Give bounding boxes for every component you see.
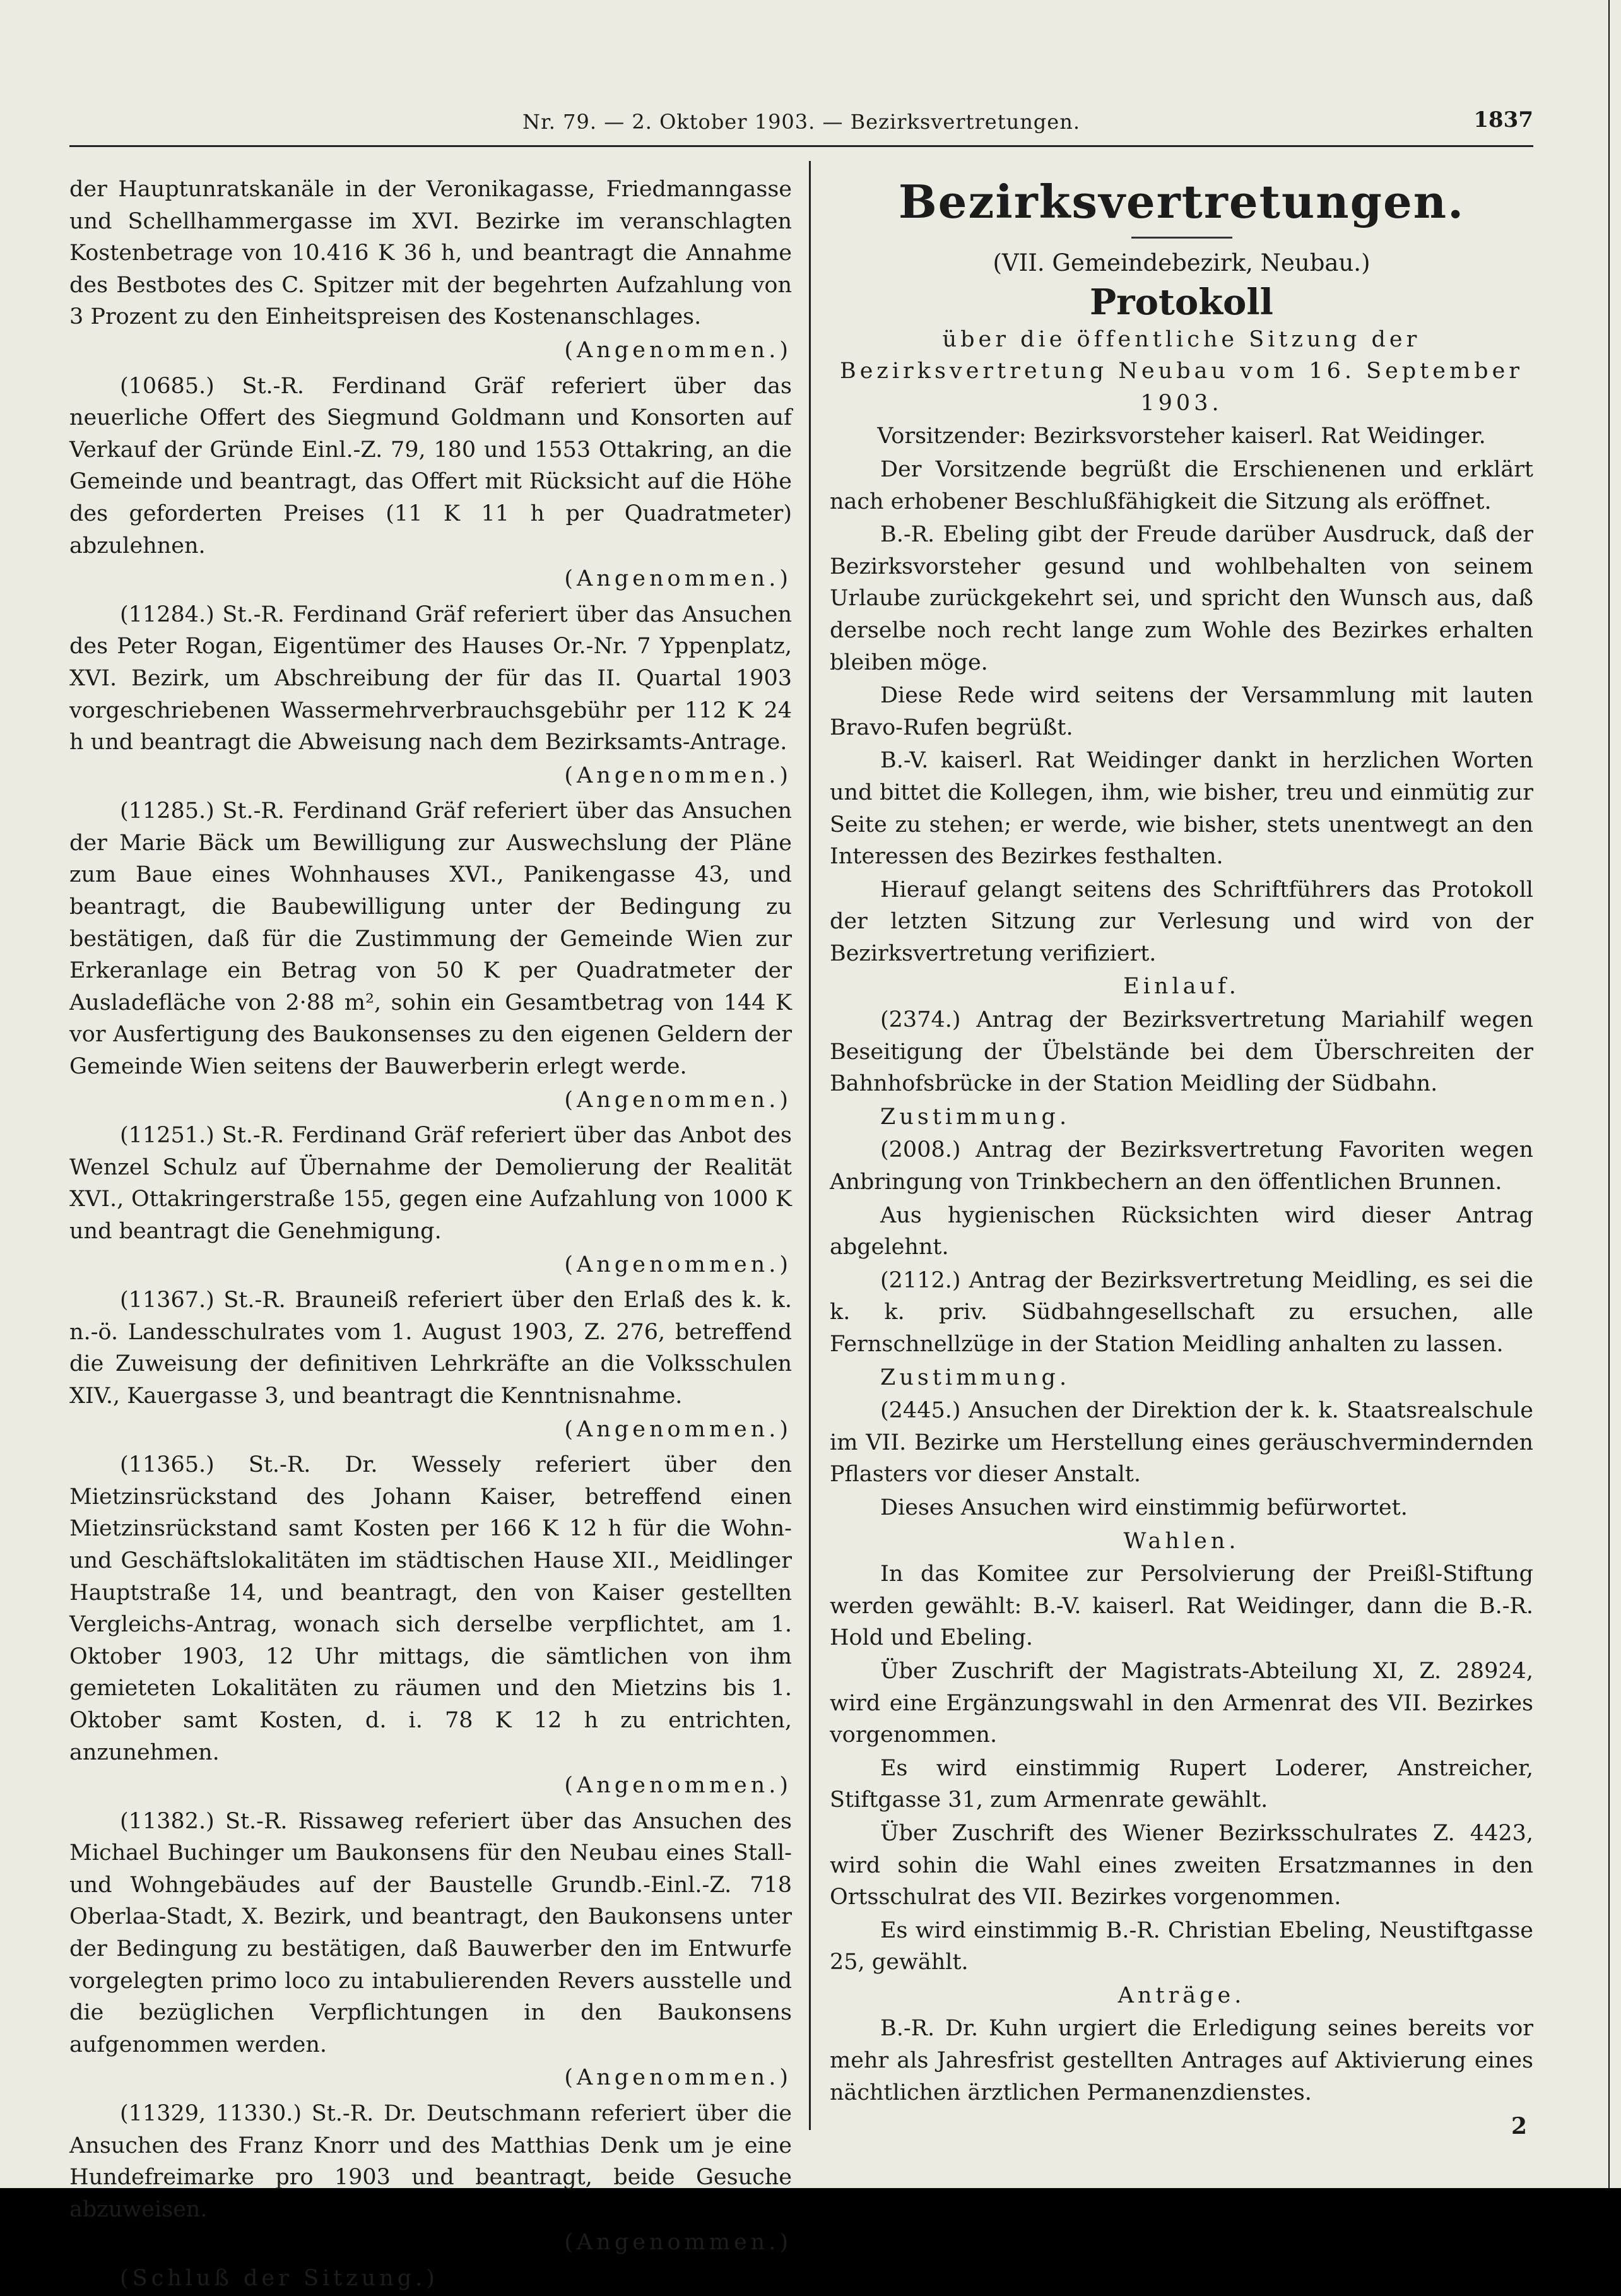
left-column [69, 174, 792, 2296]
status-note: (Angenommen.) [564, 2065, 792, 2091]
session-intro: über die öffentliche Sitzung der Bezirksvertretung Neubau vom 16. September 1903. [839, 326, 1524, 416]
divider [1131, 237, 1232, 239]
resolution: Zustimmung. [880, 1104, 1071, 1130]
status-note: (Angenommen.) [564, 762, 792, 788]
resolution: Zustimmung. [880, 1364, 1071, 1390]
paragraph: (2445.) Ansuchen der Direktion der k. k. Staatsrealschule im VII. Bezirke um Herstellung eines geräuschvermindernden Pflasters vor dieser Anstalt. [830, 1398, 1533, 1488]
header-issue: Nr. 79. — 2. Oktober 1903. — Bezirksvertretungen. [522, 110, 1080, 134]
right-column [830, 174, 1533, 2110]
status-note: (Angenommen.) [564, 2230, 792, 2256]
paragraph: (11285.) St.-R. Ferdinand Gräf referiert über das Ansuchen der Marie Bäck um Bewilligung zur Auswechslung der Pläne zum Baue eines Wohnhauses XVI., Panikengasse 43, und beantragt, die Baubewilligung unter der Bedingung zu bestätigen, daß für die Zustimmung der Gemeinde Wien zur Erkeranlage ein Betrag von 50 K per Quadratmeter der Ausladefläche von 2·88 m², sohin ein Gesamtbetrag von 144 K vor Ausfertigung des Baukonsenses zu den eigenen Geldern der Gemeinde Wien seitens der Bauwerberin erlegt werde. [69, 798, 792, 1080]
subheading-wahlen: Wahlen. [1123, 1528, 1240, 1554]
paragraph: Es wird einstimmig Rupert Loderer, Anstreicher, Stiftgasse 31, zum Armenrate gewählt. [830, 1755, 1533, 1813]
closing-note: (Schluß der Sitzung.) [120, 2266, 439, 2291]
paragraph: (2374.) Antrag der Bezirksvertretung Mariahilf wegen Beseitigung der Übelstände bei dem Überschreiten der Bahnhofsbrücke in der Station Meidling der Südbahn. [830, 1007, 1533, 1097]
paragraph: (11365.) St.-R. Dr. Wessely referiert über den Mietzinsrückstand des Johann Kaiser, betreffend einen Mietzinsrückstand samt Kosten per 166 K 12 h für die Wohn- und Geschäftslokalitäten im städtischen Hause XII., Meidlinger Hauptstraße 14, und beantragt, den von Kaiser gestellten Vergleichs-Antrag, wonach sich derselbe verpflichtet, am 1. Oktober 1903, 12 Uhr mittags, die sämtlichen von ihm gemieteten Lokalitäten zu räumen und den Mietzins bis 1. Oktober samt Kosten, d. i. 78 K 12 h zu entrichten, anzunehmen. [69, 1452, 792, 1765]
paragraph: B.-V. kaiserl. Rat Weidinger dankt in herzlichen Worten und bittet die Kollegen, ihm, wie bisher, treu und einmütig zur Seite zu stehen; er werde, wie bisher, stets unentwegt an den Interessen des Bezirkes festhalten. [830, 748, 1533, 870]
running-header [69, 95, 1533, 147]
protocol-heading: Protokoll [1090, 281, 1273, 323]
paragraph: (11382.) St.-R. Rissaweg referiert über das Ansuchen des Michael Buchinger um Baukonsens für den Neubau eines Stall- und Wohngebäudes auf der Baustelle Grundb.-Einl.-Z. 718 Oberlaa-Stadt, X. Bezirk, und beantragt, den Baukonsens unter der Bedingung zu bestätigen, daß Bauwerber den im Entwurfe vorgelegten primo loco zu intabulierenden Revers ausstelle und die bezüglichen Verpflichtungen in den Baukonsens aufgenommen werden. [69, 1808, 792, 2057]
paragraph: (11367.) St.-R. Brauneiß referiert über den Erlaß des k. k. n.-ö. Landesschulrates vom 1. August 1903, Z. 276, betreffend die Zuweisung der definitiven Lehrkräfte an die Volksschulen XIV., Kauergasse 3, und beantragt die Kenntnisnahme. [69, 1287, 792, 1409]
paragraph: Diese Rede wird seitens der Versammlung mit lauten Bravo-Rufen begrüßt. [830, 683, 1533, 740]
paragraph: (11251.) St.-R. Ferdinand Gräf referiert über das Anbot des Wenzel Schulz auf Übernahme der Demolierung der Realität XVI., Ottakringerstraße 155, gegen eine Aufzahlung von 1000 K und beantragt die Genehmigung. [69, 1123, 792, 1244]
paragraph: Es wird einstimmig B.-R. Christian Ebeling, Neustiftgasse 25, gewählt. [830, 1917, 1533, 1975]
paragraph: (10685.) St.-R. Ferdinand Gräf referiert über das neuerliche Offert des Siegmund Goldmann und Konsorten auf Verkauf der Gründe Einl.-Z. 79, 180 und 1553 Ottakring, an die Gemeinde und beantragt, das Offert mit Rücksicht auf die Höhe des geforderten Preises (11 K 11 h per Quadratmeter) abzulehnen. [69, 373, 792, 559]
status-note: (Angenommen.) [564, 1773, 792, 1799]
resolution: Aus hygienischen Rücksichten wird dieser Antrag abgelehnt. [830, 1202, 1533, 1260]
paragraph: B.-R. Dr. Kuhn urgiert die Erledigung seines bereits vor mehr als Jahresfrist gestellten Antrages auf Aktivierung eines nächtlichen ärztlichen Permanenzdienstes. [830, 2016, 1533, 2105]
subheading-einlauf: Einlauf. [1123, 974, 1240, 1000]
paragraph: Hierauf gelangt seitens des Schriftführers das Protokoll der letzten Sitzung zur Verlesung und wird von der Bezirksvertretung verifiziert. [830, 877, 1533, 966]
page-number: 1837 [1473, 107, 1533, 133]
chair-line: Vorsitzender: Bezirksvorsteher kaiserl. Rat Weidinger. [877, 423, 1486, 449]
paragraph: (11284.) St.-R. Ferdinand Gräf referiert über das Ansuchen des Peter Rogan, Eigentümer des Hauses Or.-Nr. 7 Yppenplatz, XVI. Bezirk, um Abschreibung der für das II. Quartal 1903 vorgeschriebenen Wassermehrverbrauchsgebühr per 112 K 24 h und beantragt die Abweisung nach dem Bezirksamts-Antrage. [69, 601, 792, 755]
subheading-antraege: Anträge. [1117, 1982, 1246, 2008]
paragraph: (2112.) Antrag der Bezirksvertretung Meidling, es sei die k. k. priv. Südbahngesellschaft zu ersuchen, alle Fernschnellzüge in der Station Meidling anhalten zu lassen. [830, 1267, 1533, 1357]
status-note: (Angenommen.) [564, 566, 792, 592]
footnote-number: 2 [1511, 2113, 1527, 2139]
status-note: (Angenommen.) [564, 1416, 792, 1442]
paragraph: (11329, 11330.) St.-R. Dr. Deutschmann referiert über die Ansuchen des Franz Knorr und des Matthias Denk um je eine Hundefreimarke pro 1903 und beantragt, beide Gesuche abzuweisen. [69, 2101, 792, 2222]
paragraph: B.-R. Ebeling gibt der Freude darüber Ausdruck, daß der Bezirksvorsteher gesund und wohlbehalten von seinem Urlaube zurückgekehrt sei, und spricht den Wunsch aus, daß derselbe noch recht lange zum Wohle des Bezirkes erhalten bleiben möge. [830, 522, 1533, 675]
status-note: (Angenommen.) [564, 337, 792, 363]
paragraph: Über Zuschrift des Wiener Bezirksschulrates Z. 4423, wird sohin die Wahl eines zweiten Ersatzmannes in den Ortsschulrat des VII. Bezirkes vorgenommen. [830, 1820, 1533, 1910]
paragraph: Über Zuschrift der Magistrats-Abteilung XI, Z. 28924, wird eine Ergänzungswahl in den Armenrat des VII. Bezirkes vorgenommen. [830, 1658, 1533, 1748]
paragraph: (2008.) Antrag der Bezirksvertretung Favoriten wegen Anbringung von Trinkbechern an den öffentlichen Brunnen. [830, 1137, 1533, 1195]
paragraph: der Hauptunratskanäle in der Veronikagasse, Friedmanngasse und Schellhammergasse im XVI. Bezirke im veranschlagten Kostenbetrage von 10.416 K 36 h, und beantragt die Annahme des Bestbotes des C. Spitzer mit der begehrten Aufzahlung von 3 Prozent zu den Einheitspreisen des Kostenanschlages. [69, 177, 792, 330]
content [69, 95, 1533, 2291]
column-rule [809, 161, 811, 2130]
resolution: Dieses Ansuchen wird einstimmig befürwortet. [880, 1494, 1408, 1520]
paragraph: In das Komitee zur Persolvierung der Preißl-Stiftung werden gewählt: B.-V. kaiserl. Rat Weidinger, dann die B.-R. Hold und Ebeling. [830, 1561, 1533, 1651]
district-subtitle: (VII. Gemeindebezirk, Neubau.) [993, 249, 1370, 276]
status-note: (Angenommen.) [564, 1252, 792, 1277]
status-note: (Angenommen.) [564, 1087, 792, 1113]
paragraph: Der Vorsitzende begrüßt die Erschienenen und erklärt nach erhobener Beschlußfähigkeit die Sitzung als eröffnet. [830, 456, 1533, 514]
section-title: Bezirksvertretungen. [898, 175, 1465, 228]
